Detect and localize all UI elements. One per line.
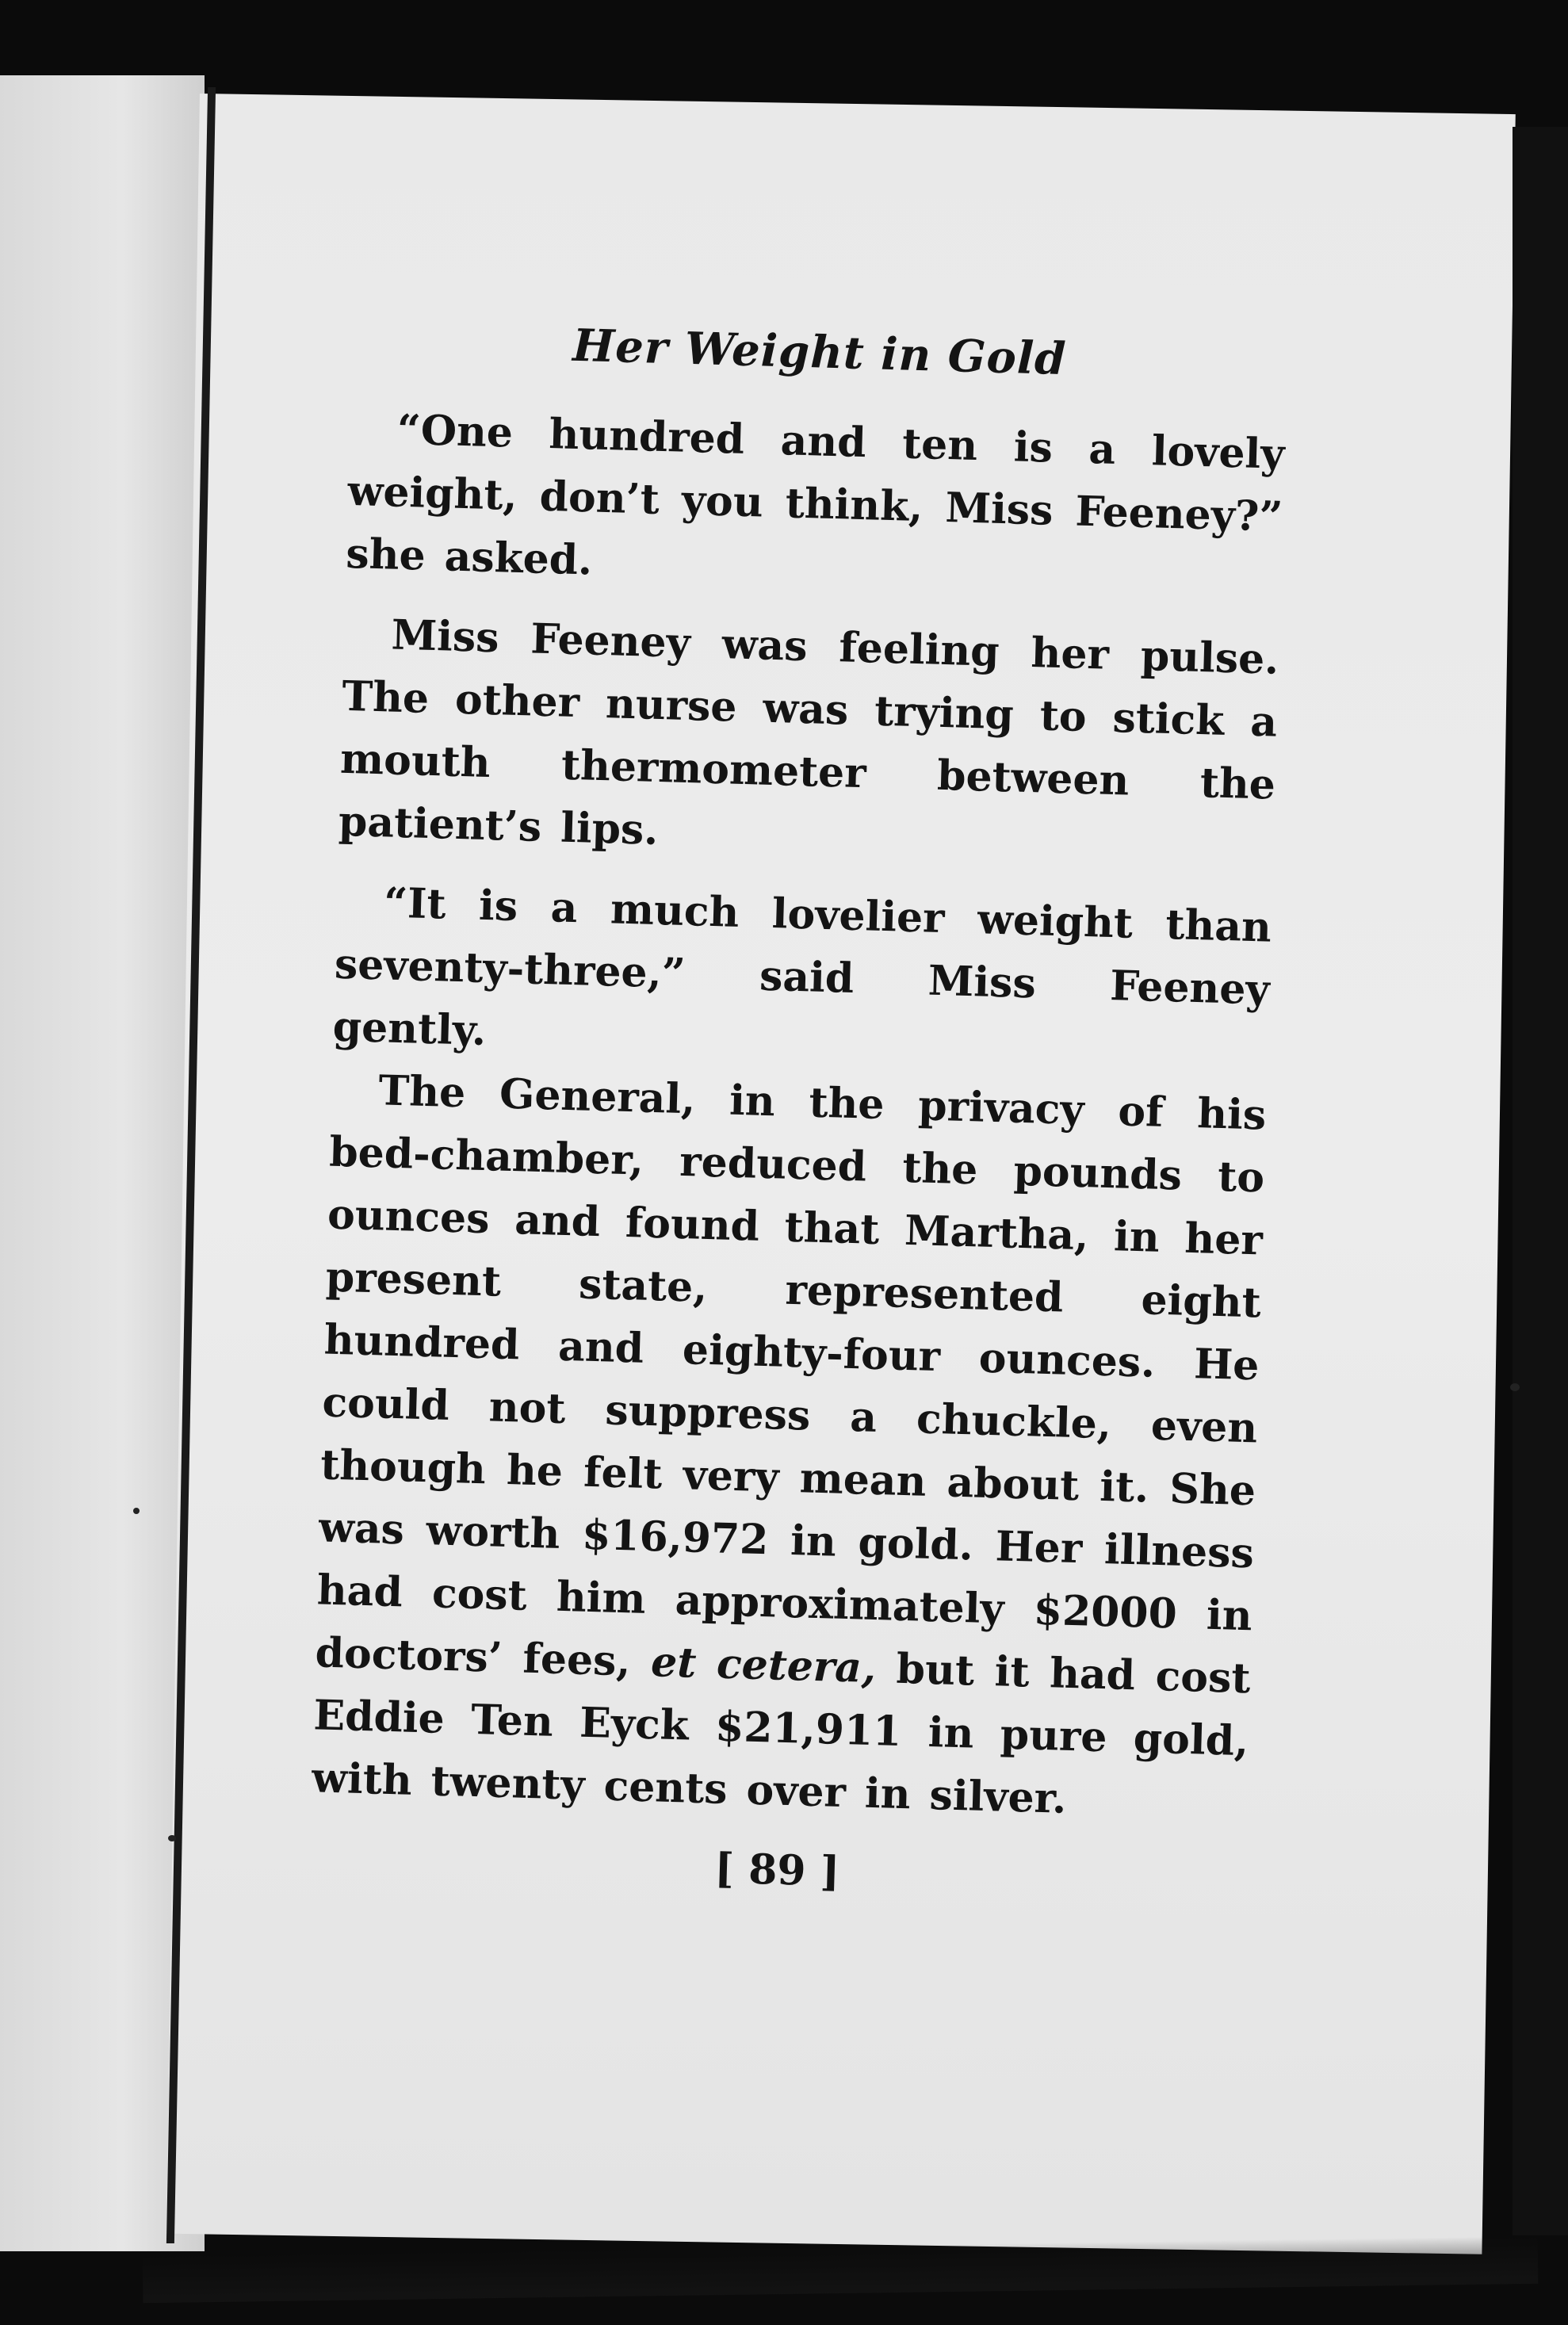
paragraph-text: but it had cost Eddie Ten Eyck $21,911 in pure gold, with twenty cents over in silver. — [311, 1644, 1252, 1823]
paragraph: “One hundred and ten is a lovely weight, don’t you think, Miss Feeney?” she asked. — [345, 405, 1286, 585]
bottom-page-shadow — [143, 2236, 1539, 2304]
print-speck — [168, 1835, 176, 1841]
print-speck — [1510, 1383, 1520, 1391]
italic-phrase: et cetera, — [650, 1638, 877, 1693]
paragraph: Miss Feeney was feeling her pulse. The other nurse was trying to stick a mouth thermometer between the patient’s lips. — [338, 610, 1280, 855]
paragraph-text: The General, in the privacy of his bed-chamber, reduced the pounds to ounces and found that Martha, in her present state, represented eight hundred and eighty-four ounces. He could not suppress a chuckle, even though he felt very mean about it. She was worth $16,972 in gold. Her illness had cost him approximately $2000 in doctors’ fees, — [314, 1066, 1268, 1687]
right-page-border — [1513, 127, 1568, 2235]
running-head: Her Weight in Gold — [572, 319, 1068, 386]
page-text — [309, 313, 1288, 1907]
print-speck — [133, 1508, 140, 1514]
paragraph-last — [311, 1058, 1267, 1836]
paragraph: “It is a much lovelier weight than seventy-three,” said Miss Feeney gently. — [332, 878, 1272, 1056]
page-number: [ 89 ] — [713, 1844, 841, 1896]
